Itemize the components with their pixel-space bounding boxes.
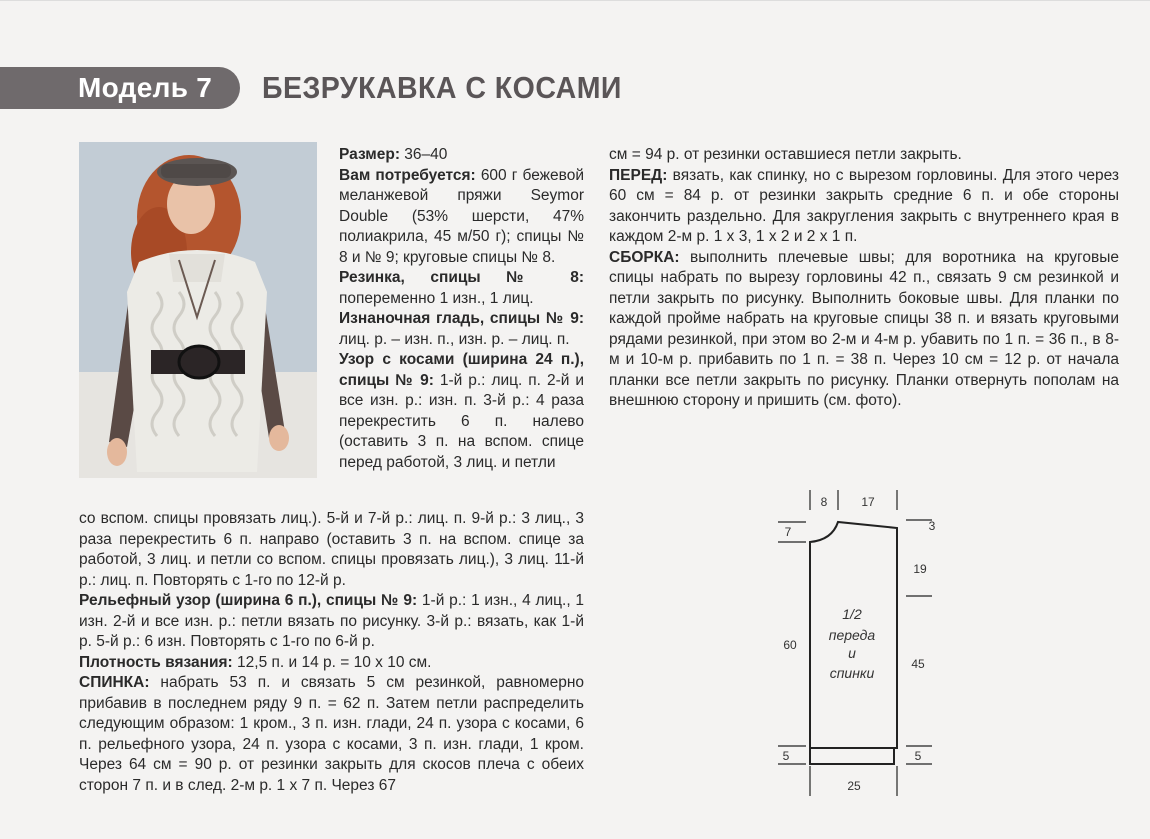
cable-pattern-line (339, 350, 584, 473)
pattern-diagram (770, 484, 950, 804)
relief-pattern-label: Рельефный узор (ширина 6 п.), спицы № 9: (79, 592, 418, 609)
reverse-stockinette-value: лиц. р. – изн. п., изн. р. – лиц. п. (339, 330, 570, 348)
assembly-text: выполнить плечевые швы; для воротника на круговые спицы набрать по вырезу горловины 42 п., связать 9 см резинкой и петли закрыть по рисунку. Выполнить боковые швы. Для планки по каждой пройме набрать на круговые спицы 38 п. и вязать круговыми рядами резинкой, при этом во 2-м и 4-м р. убавить по 1 п. = 36 п., в 8-м и 10-м р. прибавить по 1 п. = 38 п. Через 10 см = 12 р. от начала планки все петли закрыть по рисунку. Планки отвернуть пополам на внешнюю сторону и пришить (см. фото). (609, 248, 1119, 409)
size-value: 36–40 (399, 146, 448, 163)
front-text: вязать, как спинку, но с вырезом горловины. Для этого через 60 см = 84 р. от резинки закрыть средние 6 п. и обе стороны закончить раздельно. Для закругления закрыть с внутреннего края в каждом 2-м р. 1 х 3, 1 х 2 и 2 х 1 п. (609, 166, 1119, 245)
model-photo (79, 142, 317, 478)
top-rule (0, 0, 1150, 1)
pattern-schematic (770, 484, 950, 804)
assembly-label: СБОРКА: (609, 248, 680, 266)
dim-width: 25 (847, 779, 861, 793)
relief-pattern (79, 591, 584, 653)
paragraph-text: со вспом. спицы провязать лиц.). 5-й и 7-й р.: лиц. п. 9-й р.: 3 лиц., 3 раза перекрестить 6 п. направо (оставить 3 п. на вспом. спице за работой, 3 лиц. и петли со вспом. спицы провязать лиц.), 3 лиц. 11-й р.: лиц. п. Повторять с 1-го по 12-й р. (79, 510, 584, 589)
reverse-stockinette-label: Изнаночная гладь, спицы № 9: (339, 310, 584, 327)
back-label: СПИНКА: (79, 674, 150, 691)
diagram-caption-4: спинки (829, 665, 875, 681)
cable-pattern-value: 1-й р.: лиц. п. 2-й и все изн. р.: изн. п. 3-й р.: 4 раза перекрестить 6 п. налево (оставить 3 п. на вспом. спице перед работой, 3 лиц. и петли (339, 371, 584, 471)
model-label: Модель 7 (78, 72, 213, 103)
size-label: Размер: (339, 146, 400, 163)
dim-body-height: 45 (911, 657, 925, 671)
intro-text (339, 145, 584, 473)
reverse-stockinette-line (339, 309, 584, 350)
diagram-caption-3: и (848, 645, 856, 661)
instructions-right (609, 145, 1119, 412)
dim-neck-depth: 7 (784, 525, 792, 539)
dim-total-height: 60 (783, 638, 797, 652)
rib-label: Резинка, спицы № 8: (339, 269, 584, 286)
rib-value: попеременно 1 изн., 1 лиц. (339, 289, 534, 307)
gauge (79, 653, 584, 674)
relief-pattern-text: 1-й р.: 1 изн., 4 лиц., 1 изн. 2-й и все изн. р.: петли вязать по рисунку. 3-й р.: вязать, как 1-й р. 5-й р.: 6 изн. Повторять с 1-го по 6-й р. (79, 592, 584, 650)
cable-pattern-continued (79, 509, 584, 591)
dim-rib-left: 5 (782, 749, 790, 763)
diagram-caption-1: 1/2 (842, 606, 862, 622)
back-section (79, 673, 584, 796)
rib-line (339, 268, 584, 309)
size-line (339, 145, 584, 166)
dim-armhole: 19 (913, 562, 927, 576)
front-label: ПЕРЕД: (609, 166, 668, 184)
photo-illustration (79, 142, 317, 478)
gauge-label: Плотность вязания: (79, 653, 233, 671)
assembly-section (609, 248, 1119, 412)
back-continued (609, 145, 1119, 166)
cable-pattern-label: Узор с косами (ширина 24 п.), спицы № 9: (339, 351, 584, 389)
front-section (609, 166, 1119, 248)
dim-rib-right: 5 (914, 749, 922, 763)
dim-neck-width: 8 (820, 495, 828, 509)
dim-shoulder-slope: 3 (928, 519, 936, 533)
materials-label: Вам потребуется: (339, 166, 476, 184)
materials-line (339, 166, 584, 269)
page-title: БЕЗРУКАВКА С КОСАМИ (262, 70, 622, 105)
gauge-text: 12,5 п. и 14 р. = 10 х 10 см. (232, 653, 432, 671)
dim-shoulder-width: 17 (861, 495, 875, 509)
materials-value: 600 г бежевой меланжевой пряжи Seymor Double (53% шерсти, 47% полиакрила, 45 м/50 г); спицы № 8 и № 9; круговые спицы № 8. (339, 166, 584, 266)
diagram-caption-2: переда (828, 627, 876, 643)
back-text: набрать 53 п. и связать 5 см резинкой, равномерно прибавив в последнем ряду 9 п. = 62 п. Затем петли распределить следующим образом: 1 кром., 3 п. изн. глади, 24 п. узора с косами, 6 п. рельефного узора, 24 п. узора с косами, 3 п. изн. глади, 1 кром. Через 64 см = 90 р. от резинки закрыть для скосов плеча с обеих сторон 7 п. и в след. 2-м р. 1 х 7 п. Через 67 (79, 674, 584, 794)
instructions-left (79, 509, 584, 796)
paragraph-text: см = 94 р. от резинки оставшиеся петли закрыть. (609, 146, 962, 163)
